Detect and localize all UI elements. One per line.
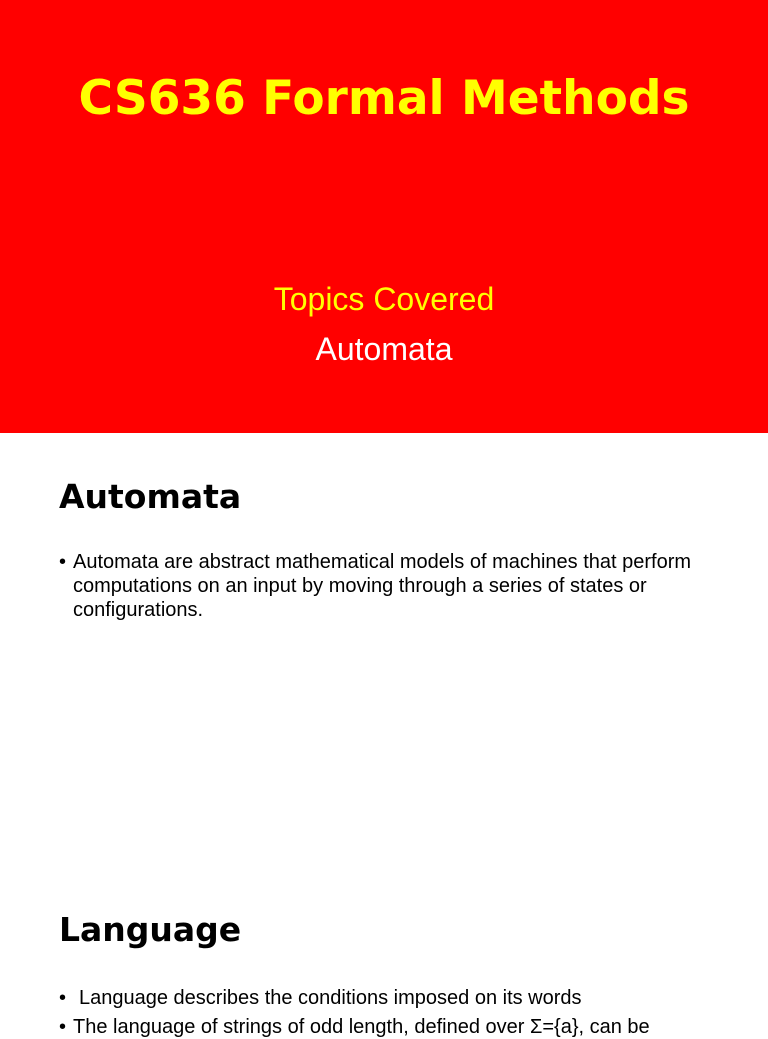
course-title: CS636 Formal Methods	[78, 71, 690, 126]
bullet-item	[59, 550, 699, 622]
slide-heading: Language	[59, 910, 242, 949]
bullet-text: The language of strings of odd length, defined over Σ={a}, can be	[73, 1016, 650, 1038]
title-slide	[0, 0, 768, 433]
bullet-text: Language describes the conditions imposed on its words	[79, 987, 582, 1009]
bullet-dot: •	[59, 1016, 67, 1038]
bullet-dot: •	[59, 987, 67, 1009]
bullet-item	[59, 986, 699, 1010]
slide-heading: Automata	[59, 477, 242, 516]
language-slide	[0, 866, 768, 1038]
topics-covered-heading: Topics Covered	[273, 281, 495, 317]
bullet-dot: •	[59, 551, 67, 573]
automata-slide	[0, 433, 768, 866]
bullet-item	[59, 1015, 699, 1039]
bullet-text: Automata are abstract mathematical models of machines that perform computations on an input by moving through a series of states or configurations.	[73, 551, 692, 621]
topics-covered-item: Automata	[315, 331, 453, 367]
